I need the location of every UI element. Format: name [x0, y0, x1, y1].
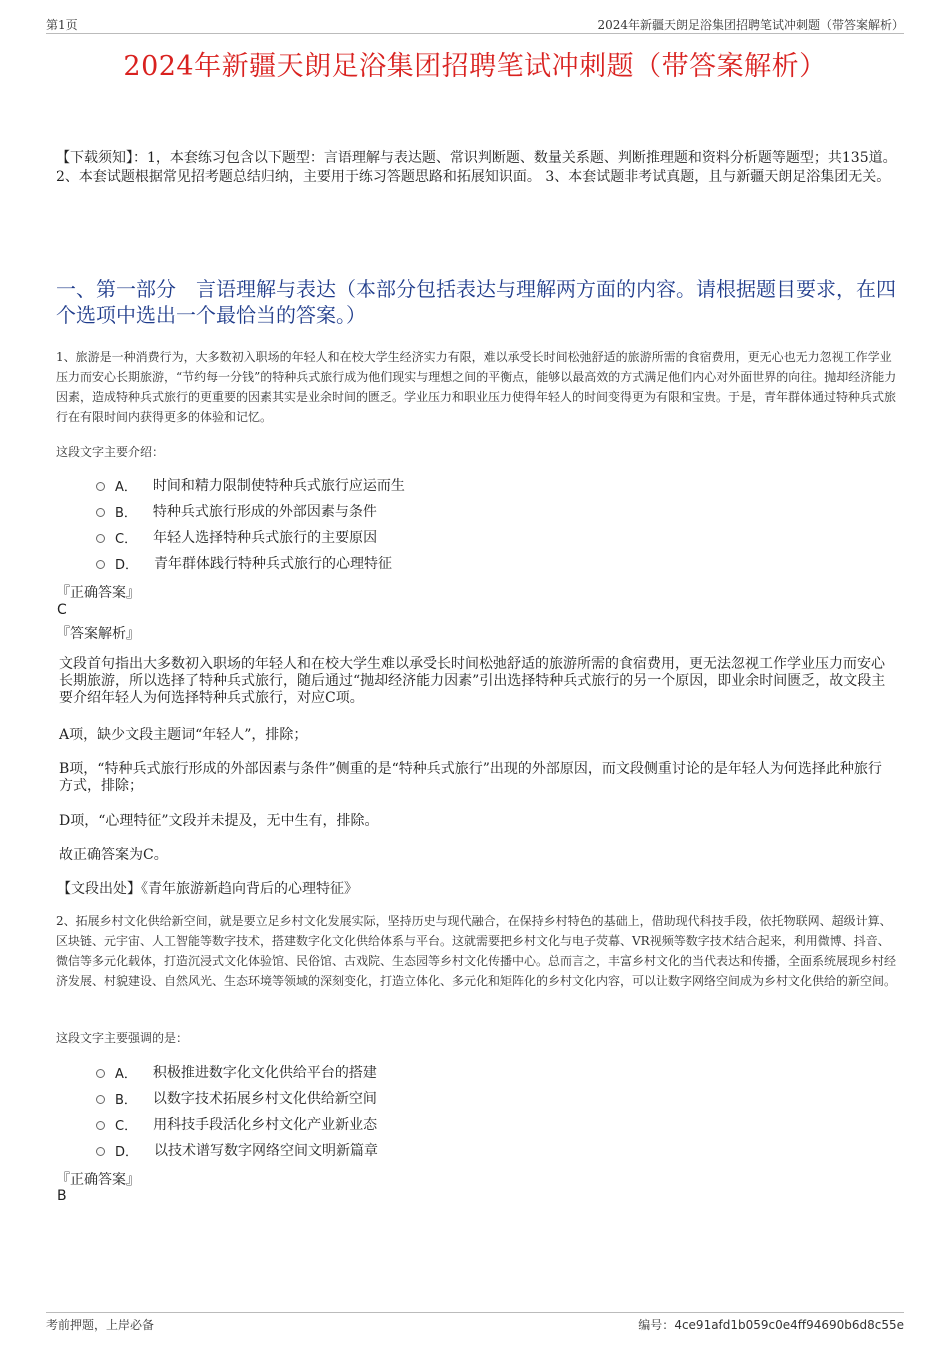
- analysis-paragraph: A项，缺少文段主题词“年轻人”，排除；: [59, 727, 308, 743]
- option-text: 用科技手段活化乡村文化产业新业态: [153, 1117, 378, 1133]
- radio-icon[interactable]: [96, 508, 105, 517]
- download-notice: 【下载须知】：1，本套练习包含以下题型：言语理解与表达题、常识判断题、数量关系题、判断推理题和资料分析题等题型；共135道。 2、本套试题根据常见招考题总结归纳，主要用于练习答题思路和拓展知识面。 3、本套试题非考试真题，且与新疆天朗足浴集团无关。: [56, 150, 897, 185]
- question-2-prompt: 这段文字主要强调的是：: [56, 1031, 189, 1045]
- question-1-stem: 1、旅游是一种消费行为，大多数初入职场的年轻人和在校大学生经济实力有限，难以承受长时间松弛舒适的旅游所需的食宿费用，更无心也无力忽视工作学业压力而安心长期旅游，“节约每一分钱”的特种兵式旅行成为他们现实与理想之间的平衡点，能够以最高效的方式满足他们内心对外面世界的向往。抛却经济能力因素，造成特种兵式旅行的更重要的因素其实是业余时间的匮乏。学业压力和职业压力使得年轻人的时间变得更为有限和宝贵。于是，青年群体通过特种兵式旅行在有限时间内获得更多的体验和记忆。: [56, 350, 897, 424]
- footer-slogan: 考前押题，上岸必备: [46, 1318, 155, 1332]
- option-letter: D．: [115, 1144, 139, 1160]
- option-text: 以技术谱写数字网络空间文明新篇章: [154, 1143, 379, 1159]
- option-b[interactable]: [96, 1085, 796, 1111]
- analysis-paragraph: D项，“心理特征”文段并未提及，无中生有，排除。: [59, 813, 379, 829]
- analysis-paragraph: B项，“特种兵式旅行形成的外部因素与条件”侧重的是“特种兵式旅行”出现的外部原因，而文段侧重讨论的是年轻人为何选择此种旅行方式，排除；: [59, 761, 882, 794]
- option-letter: B．: [115, 1092, 137, 1108]
- analysis-paragraph: 故正确答案为C。: [59, 847, 168, 863]
- radio-icon[interactable]: [96, 1095, 105, 1104]
- option-a[interactable]: [96, 472, 796, 498]
- document-title: 2024年新疆天朗足浴集团招聘笔试冲刺题（带答案解析）: [123, 51, 827, 82]
- page-footer: [46, 1312, 904, 1332]
- radio-icon[interactable]: [96, 1121, 105, 1130]
- source-citation: 【文段出处】《青年旅游新趋向背后的心理特征》: [57, 881, 358, 897]
- radio-icon[interactable]: [96, 482, 105, 491]
- analysis-paragraph: 文段首句指出大多数初入职场的年轻人和在校大学生难以承受长时间松弛舒适的旅游所需的食宿费用，更无法忽视工作学业压力而安心长期旅游，所以选择了特种兵式旅行，随后通过“抛却经济能力因素”引出选择特种兵式旅行的另一个原因，即业余时间匮乏，故文段主要介绍年轻人为何选择特种兵式旅行，对应C项。: [59, 656, 886, 706]
- option-text: 年轻人选择特种兵式旅行的主要原因: [153, 530, 378, 546]
- radio-icon[interactable]: [96, 1069, 105, 1078]
- option-a[interactable]: [96, 1059, 796, 1085]
- correct-answer: C: [57, 602, 67, 618]
- option-c[interactable]: [96, 1111, 796, 1137]
- option-text: 时间和精力限制使特种兵式旅行应运而生: [152, 478, 405, 494]
- question-1-options: [96, 472, 796, 576]
- option-d[interactable]: [96, 550, 796, 576]
- option-c[interactable]: [96, 524, 796, 550]
- option-letter: C．: [115, 1118, 138, 1134]
- footer-code: [638, 1316, 904, 1333]
- question-2-stem: 2、拓展乡村文化供给新空间，就是要立足乡村文化发展实际，坚持历史与现代融合，在保持乡村特色的基础上，借助现代科技手段，依托物联网、超级计算、区块链、元宇宙、人工智能等数字技术，搭建数字化文化供给体系与平台。这就需要把乡村文化与电子荧幕、VR视频等数字技术结合起来，利用微博、抖音、微信等多元化载体，打造沉浸式文化体验馆、民俗馆、古戏院、生态园等乡村文化传播中心。总而言之，丰富乡村文化的当代表达和传播，全面系统展现乡村经济发展、村貌建设、自然风光、生态环境等领域的深刻变化，打造立体化、多元化和矩阵化的乡村文化内容，可以让数字网络空间成为乡村文化供给的新空间。: [56, 914, 897, 988]
- option-letter: D．: [115, 557, 139, 573]
- question-2-options: [96, 1059, 796, 1163]
- footer-code-label: 编号：: [638, 1318, 675, 1332]
- correct-answer: B: [57, 1188, 67, 1204]
- option-letter: A．: [115, 1066, 137, 1082]
- header-doc-title: 2024年新疆天朗足浴集团招聘笔试冲刺题（带答案解析）: [597, 18, 904, 32]
- section-heading: 一、第一部分 言语理解与表达（本部分包括表达与理解两方面的内容。请根据题目要求，在四个选项中选出一个最恰当的答案。）: [56, 277, 896, 327]
- footer-code-value: 4ce91afd1b059c0e4ff94690b6d8c55e: [674, 1318, 904, 1332]
- option-letter: C．: [115, 531, 138, 547]
- radio-icon[interactable]: [96, 1147, 105, 1156]
- option-text: 积极推进数字化文化供给平台的搭建: [152, 1065, 377, 1081]
- page-number: 第1页: [46, 18, 78, 32]
- option-b[interactable]: [96, 498, 796, 524]
- option-text: 青年群体践行特种兵式旅行的心理特征: [154, 556, 393, 572]
- question-1-prompt: 这段文字主要介绍：: [56, 445, 165, 459]
- option-text: 以数字技术拓展乡村文化供给新空间: [152, 1091, 377, 1107]
- correct-answer-label: 『正确答案』: [56, 585, 140, 601]
- correct-answer-label: 『正确答案』: [56, 1172, 140, 1188]
- option-text: 特种兵式旅行形成的外部因素与条件: [152, 504, 377, 520]
- analysis-label: 『答案解析』: [56, 626, 140, 642]
- option-d[interactable]: [96, 1137, 796, 1163]
- option-letter: B．: [115, 505, 137, 521]
- radio-icon[interactable]: [96, 534, 105, 543]
- radio-icon[interactable]: [96, 560, 105, 569]
- page-header: [46, 14, 904, 34]
- option-letter: A．: [115, 479, 137, 495]
